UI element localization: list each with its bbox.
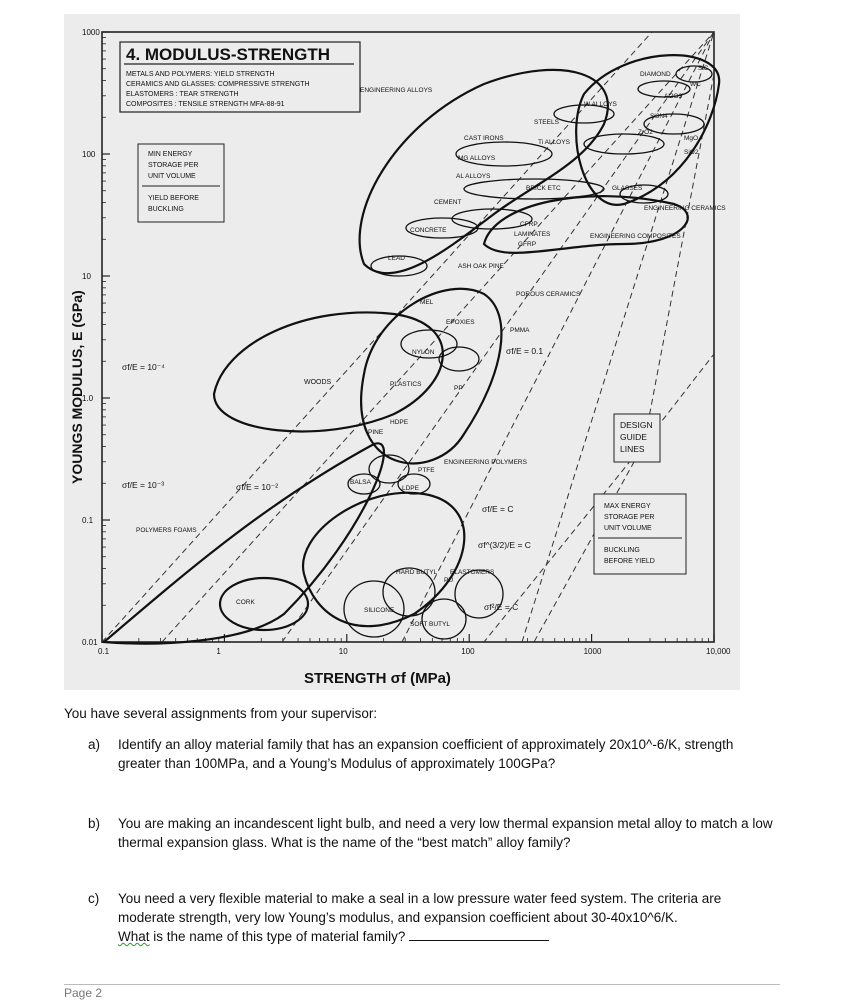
svg-text:DIAMOND: DIAMOND — [640, 71, 671, 78]
question-c-text — [118, 889, 778, 946]
assignment-intro: You have several assignments from your supervisor: — [64, 706, 378, 721]
svg-text:UNIT VOLUME: UNIT VOLUME — [148, 173, 196, 180]
svg-text:ENGINEERING ALLOYS: ENGINEERING ALLOYS — [360, 87, 433, 94]
y-tick-label: 1000 — [82, 28, 100, 37]
svg-text:BEFORE YIELD: BEFORE YIELD — [604, 558, 655, 565]
svg-text:MEL: MEL — [420, 299, 434, 306]
question-b-text: You are making an incandescent light bulb, and need a very low thermal expansion metal alloy to match a low thermal expansion glass. What is the name of the “best match” alloy family? — [118, 816, 773, 850]
svg-text:POLYMERS FOAMS: POLYMERS FOAMS — [136, 527, 197, 534]
svg-text:BUCKLING: BUCKLING — [604, 547, 640, 554]
svg-text:CAST IRONS: CAST IRONS — [464, 135, 504, 142]
x-tick-label: 100 — [461, 647, 475, 656]
svg-text:CEMENT: CEMENT — [434, 199, 462, 206]
svg-text:Si3N4: Si3N4 — [650, 113, 668, 120]
page-footer-rule — [64, 984, 780, 985]
x-tick-label: 1000 — [583, 647, 602, 656]
svg-text:SILICONE: SILICONE — [364, 607, 395, 614]
x-tick-label: 0.1 — [98, 647, 110, 656]
question-c-text-1: You need a very flexible material to make a seal in a low pressure water feed system. The criteria are moderate strength, very low Young’s modulus, and expansion coefficient about 30-40x10^6/K. — [118, 891, 722, 925]
svg-text:ASH OAK PINE: ASH OAK PINE — [458, 263, 504, 270]
svg-text:MG ALLOYS: MG ALLOYS — [458, 155, 496, 162]
svg-text:PP: PP — [454, 385, 463, 392]
svg-text:Al2O3: Al2O3 — [664, 93, 683, 100]
svg-text:σf/E = 10⁻³: σf/E = 10⁻³ — [122, 480, 165, 490]
y-tick-label: 0.01 — [82, 638, 98, 647]
svg-text:HARD BUTYL: HARD BUTYL — [396, 569, 438, 576]
question-b-label: b) — [88, 816, 101, 831]
question-c — [88, 889, 778, 946]
svg-text:YIELD BEFORE: YIELD BEFORE — [148, 195, 199, 202]
question-a-label: a) — [88, 737, 101, 752]
answer-blank[interactable] — [409, 928, 549, 941]
envelope-engineering-polymers — [361, 289, 501, 464]
svg-text:MIN ENERGY: MIN ENERGY — [148, 151, 193, 158]
svg-text:WC: WC — [690, 81, 701, 88]
svg-text:AL ALLOYS: AL ALLOYS — [456, 173, 491, 180]
svg-text:EPOXIES: EPOXIES — [446, 319, 475, 326]
chart-title: 4. MODULUS-STRENGTH — [126, 45, 330, 64]
svg-text:LEAD: LEAD — [388, 255, 405, 262]
svg-text:ZrO2: ZrO2 — [638, 129, 653, 136]
svg-text:W ALLOYS: W ALLOYS — [584, 101, 617, 108]
svg-text:GLASSES: GLASSES — [612, 185, 643, 192]
svg-text:BRICK ETC: BRICK ETC — [526, 185, 561, 192]
page-number: Page 2 — [64, 986, 103, 1000]
svg-text:Ti ALLOYS: Ti ALLOYS — [538, 139, 570, 146]
modulus-strength-chart — [64, 14, 740, 690]
svg-text:SiO2: SiO2 — [684, 149, 699, 156]
svg-text:PMMA: PMMA — [510, 327, 530, 334]
svg-text:LAMINATES: LAMINATES — [514, 231, 551, 238]
question-a-text: Identify an alloy material family that has an expansion coefficient of approximately 20x10^-6/K, strength greater than 100MPa, and a Young’s Modulus of approximately 100GPa? — [118, 737, 734, 771]
svg-text:PINE: PINE — [368, 429, 384, 436]
question-c-spellcheck-word: What — [118, 929, 150, 944]
svg-text:SOFT BUTYL: SOFT BUTYL — [410, 621, 450, 628]
x-tick-label: 1 — [216, 647, 221, 656]
svg-text:MAX ENERGY: MAX ENERGY — [604, 503, 651, 510]
svg-text:ELASTOMERS: ELASTOMERS — [450, 569, 495, 576]
svg-text:PU: PU — [444, 577, 454, 584]
chart-heading — [120, 42, 360, 112]
svg-text:σf/E = C: σf/E = C — [482, 504, 514, 514]
svg-text:σf/E = 0.1: σf/E = 0.1 — [506, 346, 544, 356]
svg-text:DESIGN: DESIGN — [620, 420, 653, 430]
svg-text:STEELS: STEELS — [534, 119, 559, 126]
svg-text:PLASTICS: PLASTICS — [390, 381, 422, 388]
question-c-label: c) — [88, 891, 100, 906]
svg-text:ENGINEERING COMPOSITES: ENGINEERING COMPOSITES — [590, 233, 681, 240]
svg-text:σf²/E = C: σf²/E = C — [484, 602, 519, 612]
svg-text:σf/E = 10⁻²: σf/E = 10⁻² — [236, 482, 279, 492]
legend-line-4: COMPOSITES : TENSILE STRENGTH MFA-88-91 — [126, 101, 285, 108]
svg-text:UNIT VOLUME: UNIT VOLUME — [604, 525, 652, 532]
y-tick-label: 100 — [82, 150, 96, 159]
y-tick-label: 0.1 — [82, 516, 94, 525]
svg-text:STORAGE PER: STORAGE PER — [604, 514, 655, 521]
svg-text:BALSA: BALSA — [350, 479, 371, 486]
svg-text:MgO: MgO — [684, 135, 699, 142]
svg-text:CORK: CORK — [236, 599, 255, 606]
svg-text:GUIDE: GUIDE — [620, 432, 647, 442]
svg-text:ENGINEERING CERAMICS: ENGINEERING CERAMICS — [644, 205, 726, 212]
legend-line-3: ELASTOMERS : TEAR STRENGTH — [126, 91, 239, 98]
svg-text:LDPE: LDPE — [402, 485, 419, 492]
svg-text:POROUS CERAMICS: POROUS CERAMICS — [516, 291, 581, 298]
svg-text:ENGINEERING POLYMERS: ENGINEERING POLYMERS — [444, 459, 527, 466]
svg-text:BUCKLING: BUCKLING — [148, 206, 184, 213]
y-tick-label: 10 — [82, 272, 91, 281]
question-c-text-2: is the name of this type of material family? — [149, 929, 406, 944]
svg-text:PTFE: PTFE — [418, 467, 435, 474]
y-tick-label: 1.0 — [82, 394, 94, 403]
max-energy-box — [594, 494, 686, 574]
svg-text:SiC: SiC — [698, 65, 709, 72]
legend-line-2: CERAMICS AND GLASSES: COMPRESSIVE STRENGTH — [126, 81, 310, 88]
svg-text:GFRP: GFRP — [518, 241, 537, 248]
x-tick-label: 10 — [338, 647, 348, 656]
min-energy-box — [138, 144, 224, 222]
svg-text:LINES: LINES — [620, 444, 645, 454]
svg-text:STORAGE PER: STORAGE PER — [148, 162, 199, 169]
x-axis-label: STRENGTH σf (MPa) — [304, 670, 451, 687]
question-b — [88, 814, 778, 852]
svg-text:σf/E = 10⁻⁴: σf/E = 10⁻⁴ — [122, 362, 165, 372]
svg-text:NYLON: NYLON — [412, 349, 435, 356]
envelope-polymer-foams — [104, 443, 384, 643]
x-tick-label: 10,000 — [706, 647, 731, 656]
svg-text:WOODS: WOODS — [304, 379, 332, 386]
svg-text:CFRP: CFRP — [520, 221, 538, 228]
svg-text:CONCRETE: CONCRETE — [410, 227, 447, 234]
svg-text:HDPE: HDPE — [390, 419, 409, 426]
guide-line-upper-2 — [644, 74, 714, 444]
svg-text:σf^(3/2)/E = C: σf^(3/2)/E = C — [478, 540, 531, 550]
legend-line-1: METALS AND POLYMERS: YIELD STRENGTH — [126, 71, 275, 78]
y-axis-label: YOUNGS MODULUS, E (GPa) — [69, 290, 85, 484]
design-guide-box — [614, 414, 660, 462]
envelope-woods — [214, 312, 443, 431]
guide-line-sigma-over-E — [102, 32, 655, 642]
question-a — [88, 735, 778, 773]
